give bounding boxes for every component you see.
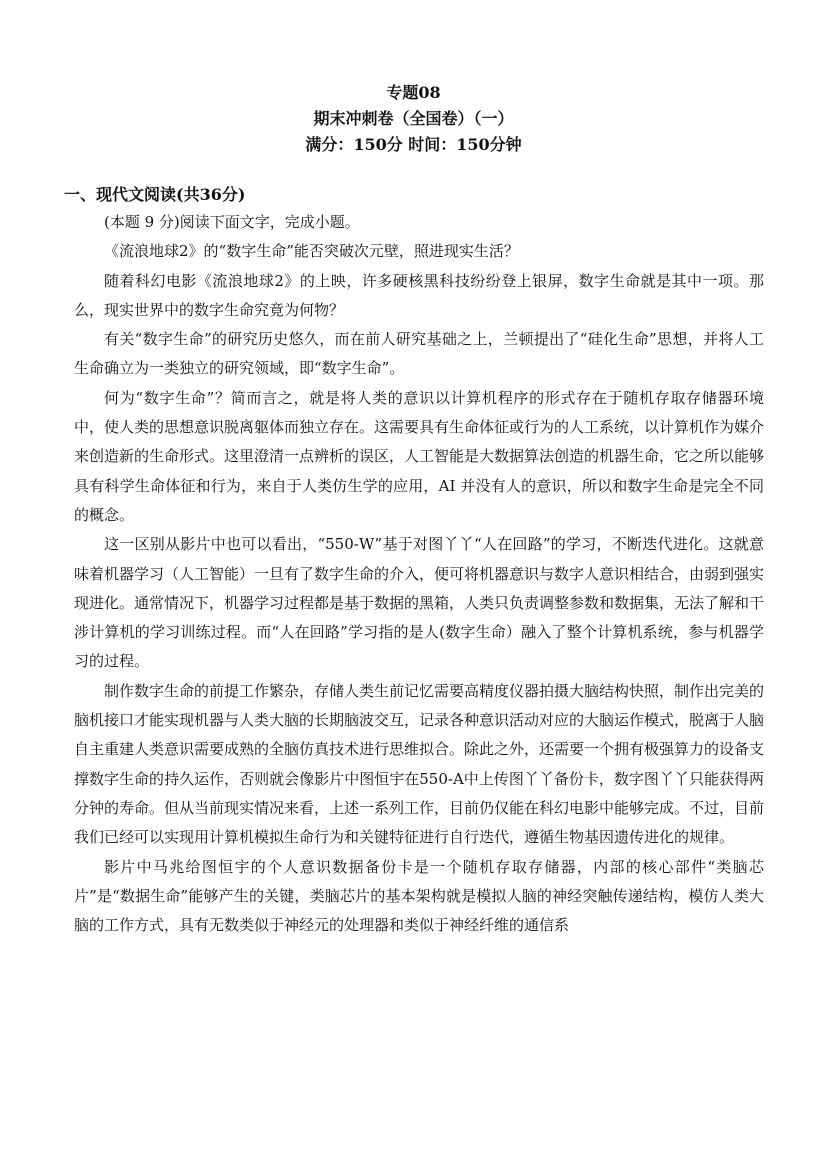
topic-label: 专题08 — [386, 83, 441, 102]
passage-paragraph: 何为“数字生命”？简而言之，就是将人类的意识以计算机程序的形式存在于随机存取存储器环境中，使人类的思想意识脱离躯体而独立存在。这需要具有生命体征或行为的人工系统，以计算机作为媒介来创造新的生命形式。这里澄清一点辨析的误区，人工智能是大数据算法创造的机器生命，它之所以能够具有科学生命体征和行为，来自于人类仿生学的应用，AI 并没有人的意识，所以和数字生命是完全不同的概念。 — [74, 388, 765, 524]
passage-body — [74, 208, 764, 940]
score-time: 满分：150分 时间：150分钟 — [305, 135, 522, 154]
passage-intro: (本题 9 分)阅读下面文字，完成小题。 — [104, 213, 360, 231]
passage-paragraph: 随着科幻电影《流浪地球2》的上映，许多硬核黑科技纷纷登上银屏，数字生命就是其中一项。那么，现实世界中的数字生命究竟为何物？ — [74, 271, 764, 319]
passage-paragraph: 这一区别从影片中也可以看出，“550-W”基于对图丫丫“人在回路”的学习，不断迭代进化。这就意味着机器学习（人工智能）一旦有了数字生命的介入，便可将机器意识与数字人意识相结合，由弱到强实现进化。通常情况下，机器学习过程都是基于数据的黑箱，人类只负责调整参数和数据集，无法了解和干涉计算机的学习训练过程。而“人在回路”学习指的是人(数字生命）融入了整个计算机系统，参与机器学习的过程。 — [74, 535, 765, 671]
section-heading: 一、现代文阅读(共36分) — [64, 185, 246, 204]
title-block — [0, 80, 827, 158]
passage-paragraph: 影片中马兆给图恒宇的个人意识数据备份卡是一个随机存取存储器，内部的核心部件“类脑芯片”是“数据生命”能够产生的关键，类脑芯片的基本架构就是模拟人脑的神经突触传递结构，模仿人类大脑的工作方式，具有无数类似于神经元的处理器和类似于神经纤维的通信系 — [74, 857, 764, 935]
passage-paragraph: 《流浪地球2》的“数字生命”能否突破次元壁，照进现实生活？ — [104, 242, 519, 261]
exam-title: 期末冲刺卷（全国卷）（一） — [313, 109, 514, 128]
intro-line — [74, 208, 764, 237]
passage-paragraph: 制作数字生命的前提工作繁杂，存储人类生前记忆需要高精度仪器拍摄大脑结构快照，制作出完美的脑机接口才能实现机器与人类大脑的长期脑波交互，记录各种意识活动对应的大脑运作模式，脱离于人脑自主重建人类意识需要成熟的全脑仿真技术进行思维拟合。除此之外，还需要一个拥有极强算力的设备支撑数字生命的持久运作，否则就会像影片中图恒宇在550-A中上传图丫丫备份卡，数字图丫丫只能获得两分钟的寿命。但从当前现实情况来看，上述一系列工作，目前仍仅能在科幻电影中能够完成。不过，目前我们已经可以实现用计算机模拟生命行为和关键特征进行自行迭代，遵循生物基因遗传进化的规律。 — [74, 681, 765, 847]
passage-paragraph: 有关“数字生命”的研究历史悠久，而在前人研究基础之上，兰顿提出了“硅化生命”思想，并将人工生命确立为一类独立的研究领域，即“数字生命”。 — [74, 330, 764, 378]
